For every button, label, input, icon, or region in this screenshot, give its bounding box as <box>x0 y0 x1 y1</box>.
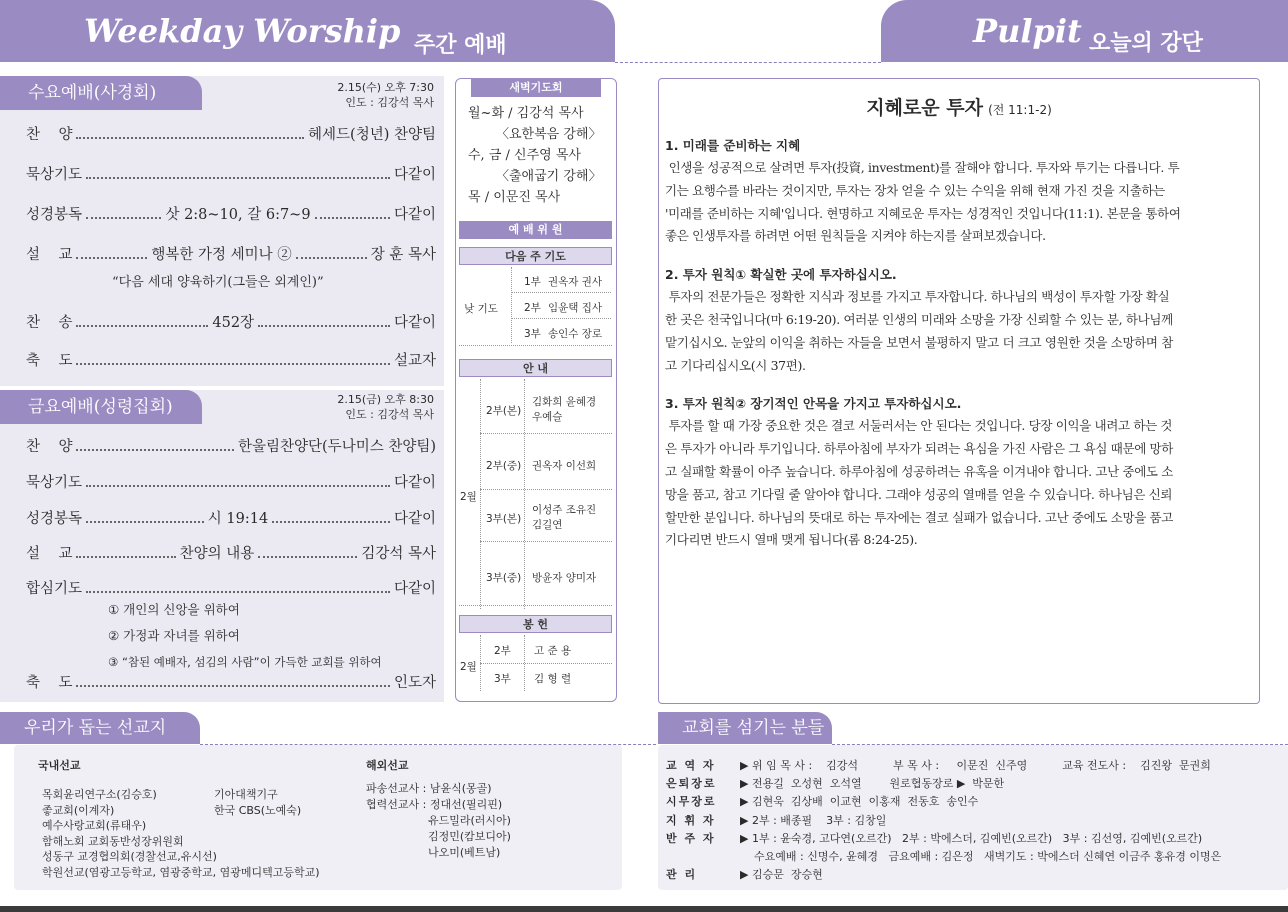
mission-item: 함해노회 교회동반성장위원회 <box>42 834 184 848</box>
server-names: 전용길 오성현 오석열 원로협동장로 ▶ 박문한 <box>751 777 1005 791</box>
mission-item: 목회윤리연구소(김승호) <box>42 788 157 801</box>
offering-month: 2월 <box>460 661 477 673</box>
server-names: 김현욱 김상배 이교현 이홍재 전동호 송인수 <box>751 795 979 809</box>
order-row <box>26 244 436 266</box>
sermon-line: 좋은 인생투자를 하려면 어떤 원칙들을 지켜야 하는지를 살펴보겠습니다. <box>665 228 1046 244</box>
order-value: 장 훈 목사 <box>370 247 436 263</box>
missions-title: 우리가 돕는 선교지 <box>0 712 200 744</box>
order-value: 인도자 <box>393 675 436 691</box>
sermon-line: 한 곳은 천국입니다(마 6:19-20). 여러분 인생의 미래와 소망을 가장 신뢰할 수 있는 분, 하나님께 <box>665 311 1173 327</box>
order-row <box>26 350 436 372</box>
mission-item: 성동구 교경협의회(경찰선교,유시선) <box>42 850 217 863</box>
guide-person: 권옥자 이선희 <box>532 460 597 472</box>
schedule-column <box>455 78 617 702</box>
order-row <box>26 164 436 186</box>
server-role: 시무장로 <box>666 795 717 809</box>
order-detail: 삿 2:8~10, 갈 6:7~9 <box>165 207 311 223</box>
prayer-item: ① 개인의 신앙을 위하여 <box>108 602 240 617</box>
order-label: 찬 양 <box>26 439 73 455</box>
header-right-title: 오늘의 강단 <box>1089 31 1203 56</box>
leader-dots <box>86 578 390 593</box>
order-value: 다같이 <box>393 511 436 527</box>
header-left-script: Weekday Worship <box>84 12 401 50</box>
order-label: 성경봉독 <box>26 511 83 527</box>
arrow-icon: ▶ <box>740 795 752 809</box>
divider <box>511 318 611 319</box>
header-right-banner <box>881 0 1288 62</box>
sermon-panel <box>658 78 1260 704</box>
leader-dots <box>76 672 390 687</box>
order-row <box>26 436 436 458</box>
divider <box>511 292 611 293</box>
order-row <box>26 124 436 146</box>
divider <box>524 379 525 609</box>
sermon-line: '미래를 준비하는 지혜'입니다. 현명하고 지혜로운 투자는 성경적인 것입니다(11:1). 본문을 통하여 <box>665 205 1181 221</box>
divider <box>480 379 481 609</box>
order-value: 다같이 <box>393 581 436 597</box>
header-divider <box>615 62 881 63</box>
guide-title: 안 내 <box>459 359 612 377</box>
sermon-title: 지혜로운 투자 <box>866 97 983 119</box>
friday-leader: 인도 : 김강석 목사 <box>345 408 434 421</box>
order-label: 합심기도 <box>26 581 83 597</box>
guide-part: 3부(중) <box>486 572 522 584</box>
guide-people <box>532 395 596 425</box>
server-role: 관 리 <box>666 868 698 882</box>
leader-dots <box>76 244 147 259</box>
leader-dots <box>76 436 234 451</box>
wednesday-leader: 인도 : 김강석 목사 <box>345 96 434 109</box>
guide-people <box>532 503 596 533</box>
server-role: 은퇴장로 <box>666 777 717 791</box>
servers-title: 교회를 섬기는 분들 <box>658 712 832 744</box>
domestic-list-2 <box>214 787 301 818</box>
sermon-body <box>665 135 1255 552</box>
overseas-item: 파송선교사 : 남윤식(몽골) <box>366 782 492 795</box>
server-names: 위 임 목 사 : 김강석 부 목 사 : 이문진 신주영 교육 전도사 : 김진왕 문권희 <box>751 759 1211 772</box>
server-role: 반 주 자 <box>666 831 716 845</box>
leader-dots <box>76 543 175 558</box>
mission-item: 한국 CBS(노예숙) <box>214 803 302 817</box>
prayer-item: ② 가정과 자녀를 위하여 <box>108 628 240 643</box>
guide-month: 2월 <box>460 491 477 503</box>
order-label: 묵상기도 <box>26 475 83 491</box>
order-detail: 행복한 가정 세미나 ② <box>151 247 292 263</box>
dawn-line: 목 / 이문진 목사 <box>468 190 561 205</box>
offering-part: 3부 <box>494 673 511 685</box>
sermon-line: 은 투자가 아니라 투기입니다. 하루아침에 부자가 되려는 욕심을 가진 사람은 그 욕심 때문에 망하 <box>665 441 1174 457</box>
header-left-banner <box>0 0 615 62</box>
dawn-line: 〈요한복음 강해〉 <box>496 127 602 142</box>
order-row <box>26 543 436 565</box>
order-label: 축 도 <box>26 675 73 691</box>
mission-item: 좋교회(이계자) <box>42 803 115 817</box>
domestic-title: 국내선교 <box>38 759 81 772</box>
leader-dots <box>76 350 390 365</box>
prayer-label: 낮 기도 <box>464 303 498 315</box>
leader-dots <box>86 472 390 487</box>
arrow-icon: ▶ <box>740 777 752 791</box>
wednesday-date: 2.15(수) 오후 7:30 <box>337 81 434 94</box>
wednesday-panel <box>0 76 444 386</box>
prayer-person: 권옥자 권사 <box>548 276 603 288</box>
sermon-line: 기다리면 반드시 열매 맺게 됩니다(롬 8:24-25). <box>665 532 918 548</box>
sermon-point-heading: 2. 투자 원칙① 확실한 곳에 투자하십시오. <box>665 267 897 283</box>
sermon-point-heading: 1. 미래를 준비하는 지혜 <box>665 138 801 153</box>
server-names: 수요예배 : 신명수, 윤혜경 금요예배 : 김은정 새벽기도 : 박에스더 신혜연 이금주 홍유경 이명은 <box>754 850 1222 863</box>
server-role: 지 휘 자 <box>666 813 716 827</box>
order-value: 설교자 <box>393 353 436 369</box>
leader-dots <box>272 508 390 523</box>
server-row <box>666 830 1202 848</box>
order-label: 축 도 <box>26 353 73 369</box>
sermon-reference: (전 11:1-2) <box>988 103 1052 117</box>
order-row <box>26 578 436 600</box>
friday-time <box>300 392 434 422</box>
committee-title: 예 배 위 원 <box>459 221 612 239</box>
dawn-prayer-title: 새벽기도회 <box>471 79 601 97</box>
order-label: 설 교 <box>26 247 73 263</box>
server-names: 김승문 장승현 <box>751 868 823 882</box>
order-detail: 찬양의 내용 <box>179 546 255 562</box>
wednesday-title: 수요예배(사경회) <box>0 76 202 110</box>
divider <box>480 433 612 434</box>
wednesday-time <box>300 80 434 110</box>
header-left-title: 주간 예배 <box>414 33 507 58</box>
sermon-line: 망을 품고, 참고 기다릴 줄 알아야 합니다. 그래야 성공의 열매를 얻을 수 있습니다. 하나님은 신뢰 <box>665 486 1173 502</box>
order-value: 한울림찬양단(두나미스 찬양팀) <box>237 439 436 455</box>
overseas-item: 나오미(베트남) <box>428 846 501 859</box>
prayer-title: 다음 주 기도 <box>459 247 612 265</box>
order-detail: 시 19:14 <box>207 511 269 527</box>
server-row <box>666 848 1221 866</box>
server-row <box>666 812 886 830</box>
order-value: 다같이 <box>393 207 437 223</box>
leader-dots <box>258 312 390 327</box>
order-row <box>26 472 436 494</box>
sermon-line: 기는 요행수를 바라는 것이지만, 투자는 장차 얻을 수 있는 수익을 위해 현재 가진 것을 지출하는 <box>665 182 1165 198</box>
dawn-line: 월~화 / 김강석 목사 <box>468 106 584 121</box>
sermon-heading <box>659 93 1259 120</box>
order-value: 다같이 <box>393 167 436 183</box>
order-row <box>26 508 436 530</box>
server-role: 교 역 자 <box>666 759 716 772</box>
server-row <box>666 775 1004 793</box>
sermon-line: 인생을 성공적으로 살려면 투자(投資, investment)를 잘해야 합니다. 투자와 투기는 다릅니다. 투 <box>665 160 1180 175</box>
overseas-item: 협력선교사 : 정대선(필리핀) <box>366 798 503 811</box>
prayer-item: ③ “참된 예배자, 섬김의 사람”이 가득한 교회를 위하여 <box>108 655 382 669</box>
order-row <box>26 672 436 694</box>
server-row <box>666 757 1211 775</box>
order-value: 헤세드(청년) 찬양팀 <box>308 127 436 143</box>
offering-title: 봉 헌 <box>459 615 612 633</box>
friday-date: 2.15(금) 오후 8:30 <box>337 393 434 406</box>
order-value: 다같이 <box>393 315 437 331</box>
divider <box>459 605 612 606</box>
mission-item: 예수사랑교회(류태우) <box>42 819 147 832</box>
order-detail: 452장 <box>212 315 255 331</box>
server-names: 2부 : 배종필 3부 : 김창일 <box>751 813 887 827</box>
sermon-line: 투자를 할 때 가장 중요한 것은 결코 서둘러서는 안 된다는 것입니다. 당장 이익을 내려고 하는 것 <box>665 418 1173 434</box>
mission-item: 기아대책기구 <box>214 788 278 801</box>
leader-dots <box>315 204 390 219</box>
server-row <box>666 793 978 811</box>
dawn-prayer-list <box>468 103 601 208</box>
divider <box>511 267 512 343</box>
order-row <box>26 204 436 226</box>
guide-part: 3부(본) <box>486 513 522 525</box>
arrow-icon: ▶ <box>740 868 752 882</box>
sermon-line: 맡기십시오. 눈앞의 이익을 취하는 자들을 보면서 불평하지 말고 더 크고 영원한 것을 소망하며 참 <box>665 334 1174 350</box>
leader-dots <box>86 204 161 219</box>
guide-person: 이성주 조유진 <box>532 504 597 516</box>
prayer-part: 2부 <box>524 302 541 314</box>
divider <box>480 489 612 490</box>
bottom-bar <box>0 906 1288 912</box>
divider <box>480 663 612 664</box>
leader-dots <box>296 244 367 259</box>
sermon-line: 고 실패할 확률이 아주 높습니다. 하루아침에 성공하려는 유혹을 이겨내야 합니다. 고난 중에도 소 <box>665 463 1174 479</box>
dawn-line: 〈출애굽기 강해〉 <box>496 169 602 184</box>
order-label: 성경봉독 <box>26 207 83 223</box>
guide-part: 2부(중) <box>486 460 522 472</box>
guide-person: 김길연 <box>532 519 563 531</box>
arrow-icon: ▶ <box>740 759 752 772</box>
guide-person: 우예슬 <box>532 411 563 423</box>
overseas-item: 유드밀라(러시아) <box>428 814 511 827</box>
order-row <box>26 312 436 334</box>
order-label: 설 교 <box>26 546 73 562</box>
guide-person: 방윤자 양미자 <box>532 572 597 584</box>
order-label: 묵상기도 <box>26 167 83 183</box>
arrow-icon: ▶ <box>740 813 752 827</box>
server-names: 1부 : 윤숙경, 고다연(오르간) 2부 : 박에스더, 김예빈(오르간) 3부 : 김선영, 김예빈(오르간) <box>751 831 1203 845</box>
guide-person: 김화희 윤혜경 <box>532 396 597 408</box>
dawn-line: 수, 금 / 신주영 목사 <box>468 148 581 163</box>
server-row <box>666 866 823 884</box>
friday-title: 금요예배(성령집회) <box>0 390 202 424</box>
leader-dots <box>86 508 204 523</box>
wednesday-sermon-subtitle: “다음 세대 양육하기(그들은 외계인)” <box>112 275 324 290</box>
prayer-person: 임윤택 집사 <box>548 302 603 314</box>
prayer-person: 송인수 장로 <box>548 328 603 340</box>
sermon-line: 투자의 전문가들은 정확한 지식과 정보를 가지고 투자합니다. 하나님의 백성이 투자할 가장 확실 <box>665 289 1170 305</box>
prayer-part: 3부 <box>524 328 541 340</box>
arrow-icon: ▶ <box>740 831 752 845</box>
leader-dots <box>258 543 357 558</box>
leader-dots <box>76 312 208 327</box>
offering-person: 김 형 렬 <box>534 673 572 685</box>
sermon-point-heading: 3. 투자 원칙② 장기적인 안목을 가지고 투자하십시오. <box>665 396 962 412</box>
sermon-line: 할만한 분입니다. 하나님의 뜻대로 하는 투자에는 결코 실패가 없습니다. 고난 중에도 소망을 품고 <box>665 509 1174 525</box>
order-value: 다같이 <box>393 475 436 491</box>
guide-part: 2부(본) <box>486 405 522 417</box>
divider <box>459 345 612 346</box>
leader-dots <box>76 124 304 139</box>
offering-person: 고 준 용 <box>534 645 572 657</box>
order-label: 찬 송 <box>26 315 73 331</box>
sermon-line: 고 기다리십시오(시 37편). <box>665 357 806 373</box>
leader-dots <box>86 164 390 179</box>
overseas-title: 해외선교 <box>366 759 409 772</box>
order-value: 김강석 목사 <box>361 546 437 562</box>
offering-part: 2부 <box>494 645 511 657</box>
overseas-item: 김정민(캄보디아) <box>428 830 511 843</box>
divider <box>480 541 612 542</box>
header-right-script: Pulpit <box>973 12 1082 50</box>
prayer-part: 1부 <box>524 276 541 288</box>
mission-item: 학원선교(염광고등학교, 염광중학교, 염광메디텍고등학교) <box>42 865 320 879</box>
order-label: 찬 양 <box>26 127 73 143</box>
